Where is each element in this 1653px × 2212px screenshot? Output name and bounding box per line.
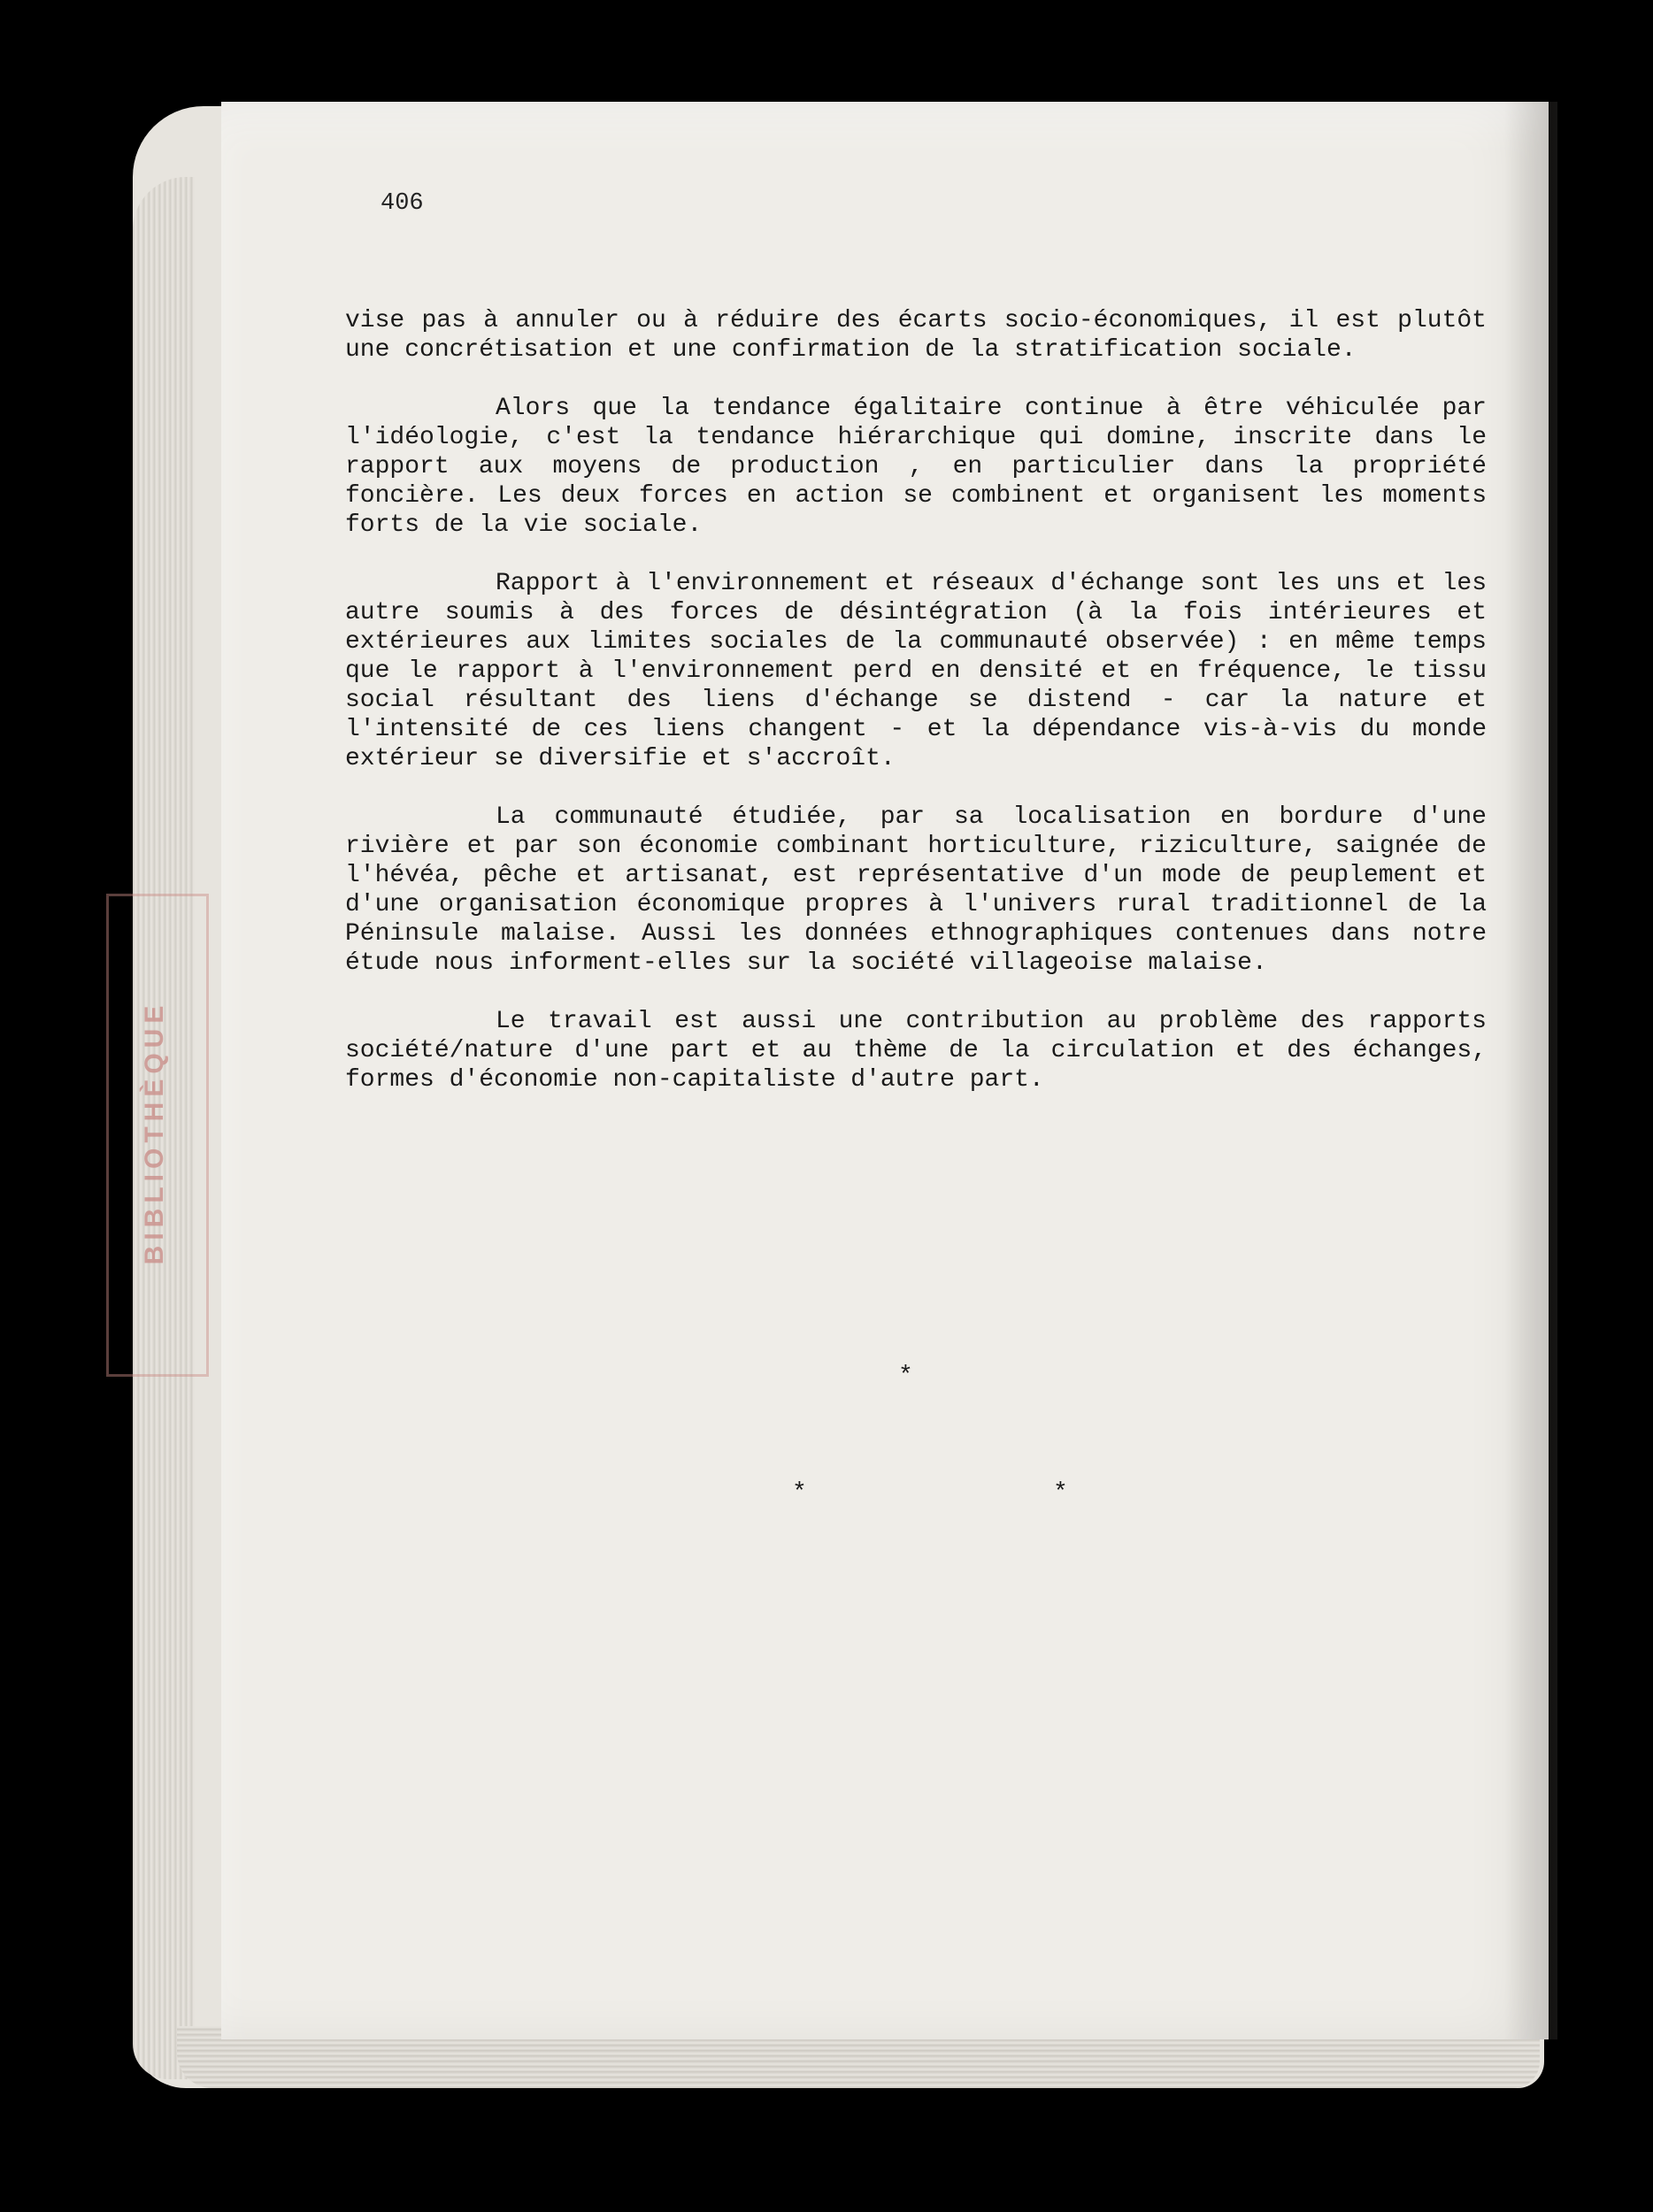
page-number: 406 xyxy=(381,190,424,217)
separator-star: * xyxy=(792,1479,807,1507)
paragraph: Le travail est aussi une contribution au problème des rapports société/nature d'une part et au thème de la circulation et des échanges, formes d'économie non-capitaliste d'autre part. xyxy=(345,1008,1487,1094)
paragraph: Alors que la tendance égalitaire continue à être véhiculée par l'idéologie, c'est la tendance hiérarchique qui domine, inscrite dans le rapport aux moyens de production , en particulier dans la propriété foncière. Les deux forces en action se combinent et organisent les moments forts de la vie sociale. xyxy=(345,395,1487,539)
paragraph: Rapport à l'environnement et réseaux d'échange sont les uns et les autre soumis à des forces de désintégration (à la fois intérieures et extérieures aux limites sociales de la communauté observée) : en même temps que le rapport à l'environnement perd en densité et en fréquence, le tissu social résultant des liens d'échange se distend - car la nature et l'intensité de ces liens changent - et la dépendance vis-à-vis du monde extérieur se diversifie et s'accroît. xyxy=(345,570,1487,772)
paragraph: vise pas à annuler ou à réduire des écarts socio-économiques, il est plutôt une concrétisation et une confirmation de la stratification sociale. xyxy=(345,307,1487,364)
separator-star: * xyxy=(898,1363,913,1390)
separator-star: * xyxy=(1053,1479,1068,1507)
page-curve-shadow xyxy=(1504,102,1557,2039)
body-text xyxy=(345,306,1487,1124)
paragraph: La communauté étudiée, par sa localisation en bordure d'une rivière et par son économie combinant horticulture, riziculture, saignée de l'hévéa, pêche et artisanat, est représentative d'un mode de peuplement et d'une organisation économique propres à l'univers rural traditionnel de la Péninsule malaise. Aussi les données ethnographiques contenues dans notre étude nous informent-elles sur la société villageoise malaise. xyxy=(345,803,1487,977)
library-stamp: BIBLIOTHÈQUE xyxy=(140,1000,169,1265)
